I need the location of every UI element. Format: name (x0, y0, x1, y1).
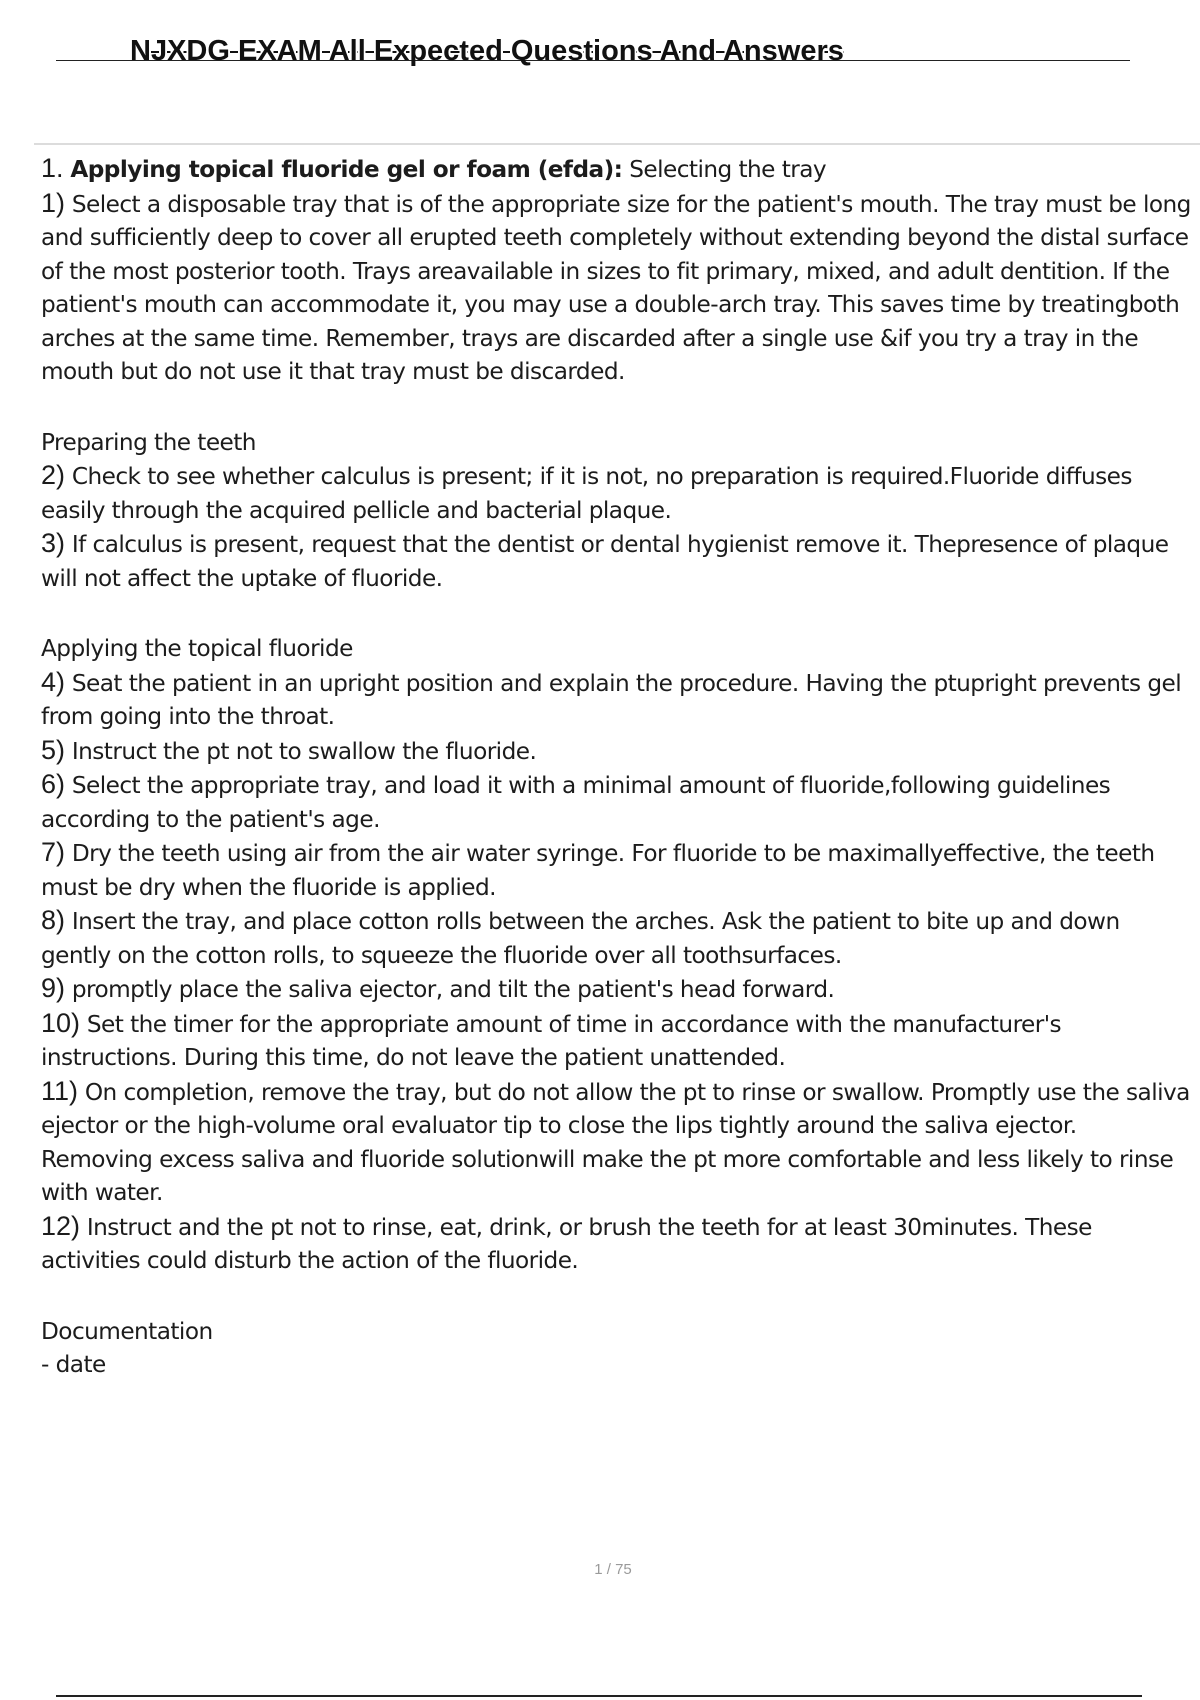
step-text: Instruct and the pt not to rinse, eat, drink, or brush the teeth for at least 30minutes. These activities could disturb the action of the fluoride. (41, 1213, 1092, 1274)
step-number: 2) (41, 460, 66, 490)
step (41, 1007, 1191, 1075)
step-text: Seat the patient in an upright position and explain the procedure. Having the ptupright prevents gel from going into the throat. (41, 669, 1182, 730)
documentation-item: - date (41, 1351, 106, 1378)
step-text: Instruct the pt not to swallow the fluoride. (65, 737, 537, 765)
step-text: Check to see whether calculus is present; if it is not, no preparation is required.Fluoride diffuses easily through the acquired pellicle and bacterial plaque. (41, 463, 1132, 524)
step (41, 836, 1191, 904)
step-text: On completion, remove the tray, but do not allow the pt to rinse or swallow. Promptly use the saliva ejector or the high-volume oral evaluator tip to close the lips tightly around the saliva ejector. Removing excess saliva and fluoride solutionwill make the pt more comfortable and less likely to rinse with water. (41, 1078, 1190, 1206)
step-text: Select the appropriate tray, and load it with a minimal amount of fluoride,following guidelines according to the patient's age. (41, 772, 1111, 833)
section-heading-preparing: Preparing the teeth (41, 428, 256, 456)
step-number: 12) (41, 1210, 81, 1241)
step (41, 527, 1191, 595)
step-number: 6) (41, 769, 66, 799)
step-number: 4) (41, 666, 66, 697)
step-text: Insert the tray, and place cotton rolls between the arches. Ask the patient to bite up and down gently on the cotton rolls, to squeeze the fluoride over all toothsurfaces. (41, 908, 1120, 969)
step (41, 666, 1191, 734)
step (41, 459, 1191, 527)
question-number: 1. (41, 153, 64, 183)
step-text: If calculus is present, request that the dentist or dental hygienist remove it. Thepresence of plaque will not affect the uptake of fluoride. (41, 531, 1169, 592)
step-number: 1) (41, 187, 66, 218)
step (41, 1210, 1191, 1278)
question-title: Applying topical fluoride gel or foam (efda): (70, 156, 623, 183)
question-heading (41, 152, 1191, 187)
section-heading-documentation: Documentation (41, 1317, 213, 1345)
step (41, 972, 1191, 1007)
step-text: Set the timer for the appropriate amount of time in accordance with the manufacturer's instructions. During this time, do not leave the patient unattended. (41, 1010, 1062, 1071)
step-number: 3) (41, 528, 66, 558)
step-number: 9) (41, 973, 66, 1003)
step-number: 7) (41, 837, 66, 867)
header-divider (34, 143, 1200, 145)
step-text: promptly place the saliva ejector, and tilt the patient's head forward. (65, 976, 835, 1003)
document-title: NJXDG EXAM All Expected Questions And Answers (130, 35, 844, 67)
step-text: Dry the teeth using air from the air water syringe. For fluoride to be maximallyeffective, the teeth must be dry when the fluoride is applied. (41, 840, 1155, 901)
step-number: 10) (41, 1007, 81, 1038)
section-heading-applying: Applying the topical fluoride (41, 635, 353, 662)
step-number: 5) (41, 734, 66, 765)
footer-divider (56, 1695, 1142, 1697)
page-number: 1 / 75 (594, 1561, 632, 1578)
step-text: Select a disposable tray that is of the appropriate size for the patient's mouth. The tray must be long and sufficiently deep to cover all erupted teeth completely without extending beyond the distal surface of the most posterior tooth. Trays areavailable in sizes to fit primary, mixed, and adult dentition. If the patient's mouth can accommodate it, you may use a double-arch tray. This saves time by treatingboth arches at the same time. Remember, trays are discarded after a single use &if you try a tray in the mouth but do not use it that tray must be discarded. (41, 190, 1191, 385)
step (41, 187, 1191, 389)
step (41, 768, 1191, 836)
question-content (41, 152, 1191, 1382)
step (41, 734, 1191, 769)
question-subtitle: Selecting the tray (622, 156, 827, 183)
step-number: 8) (41, 905, 66, 935)
document-header (56, 34, 1130, 67)
step (41, 1075, 1191, 1210)
step (41, 904, 1191, 972)
step-number: 11) (41, 1075, 79, 1106)
